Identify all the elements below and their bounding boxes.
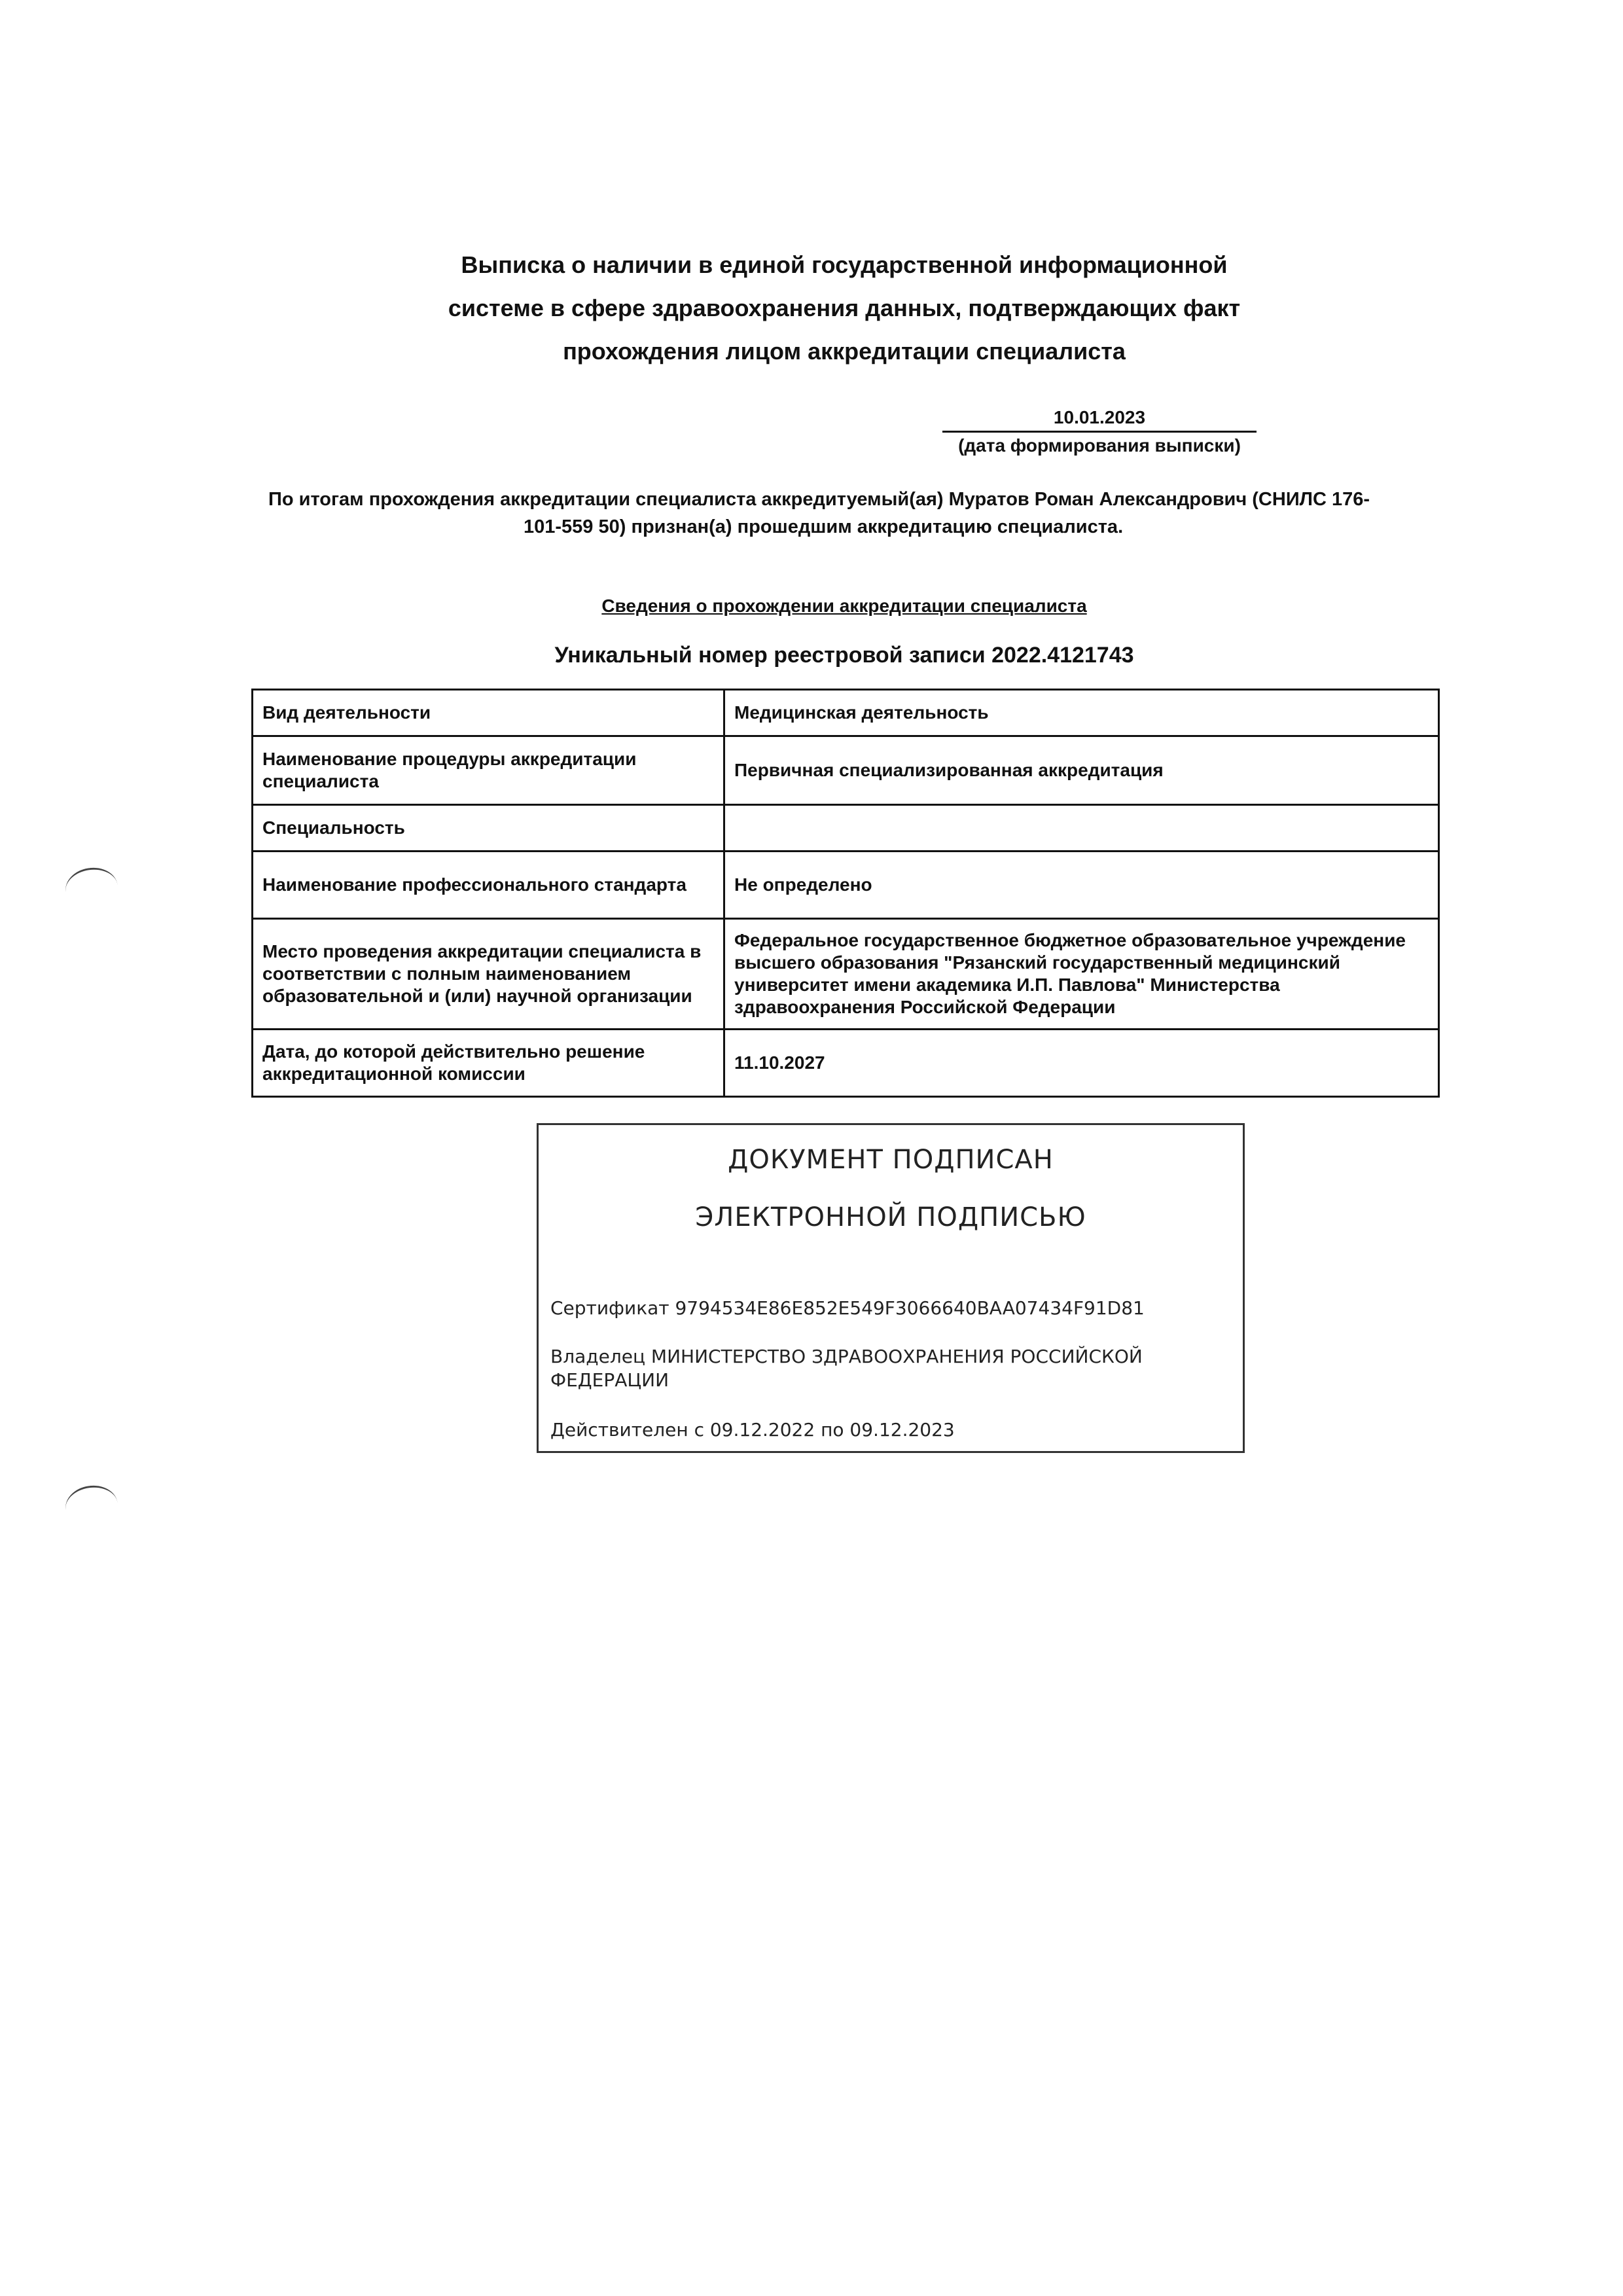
- title-line: Выписка о наличии в единой государственной информационной: [461, 251, 1228, 278]
- date-block: [942, 406, 1257, 459]
- title-line: прохождения лицом аккредитации специалиста: [563, 338, 1126, 365]
- intro-line: 101-559 50) признан(а) прошедшим аккредитацию специалиста.: [524, 516, 1124, 537]
- scan-margin-mark: [63, 865, 120, 913]
- row-label: Дата, до которой действительно решение аккредитационной комиссии: [253, 1030, 724, 1097]
- row-value: [724, 805, 1439, 852]
- row-label: Наименование процедуры аккредитации специалиста: [253, 736, 724, 805]
- table-row: [253, 690, 1439, 736]
- extract-date: 10.01.2023: [942, 406, 1257, 433]
- section-heading: Сведения о прохождении аккредитации специалиста: [601, 596, 1087, 616]
- registry-number: Уникальный номер реестровой записи 2022.4121743: [554, 643, 1134, 668]
- table-row: [253, 805, 1439, 852]
- intro-line: По итогам прохождения аккредитации специалиста аккредитуемый(ая) Муратов Роман Александрович (СНИЛС 176-: [268, 489, 1370, 510]
- title-line: системе в сфере здравоохранения данных, подтверждающих факт: [448, 295, 1241, 321]
- electronic-signature-stamp: [537, 1123, 1245, 1453]
- document-title: [366, 243, 1322, 373]
- table-row: [253, 852, 1439, 919]
- stamp-certificate: Сертификат 9794534E86E852E549F3066640BAA07434F91D81: [550, 1297, 1145, 1319]
- stamp-validity: Действителен с 09.12.2022 по 09.12.2023: [550, 1419, 955, 1441]
- row-value: Не определено: [724, 852, 1439, 919]
- row-value: Медицинская деятельность: [724, 690, 1439, 736]
- stamp-owner: Владелец МИНИСТЕРСТВО ЗДРАВООХРАНЕНИЯ РОССИЙСКОЙ ФЕДЕРАЦИИ: [550, 1346, 1143, 1391]
- row-value: Федеральное государственное бюджетное образовательное учреждение высшего образования "Рязанский государственный медицинский университет имени академика И.П. Павлова" Министерства здравоохранения Российской Федерации: [724, 919, 1439, 1030]
- table-row: [253, 1030, 1439, 1097]
- scan-margin-mark: [63, 1482, 120, 1531]
- table-row: [253, 919, 1439, 1030]
- table-row: [253, 736, 1439, 805]
- row-label: Специальность: [253, 805, 724, 852]
- row-label: Место проведения аккредитации специалиста в соответствии с полным наименованием образовательной и (или) научной организации: [253, 919, 724, 1030]
- intro-paragraph: [268, 486, 1433, 541]
- stamp-subtitle: ЭЛЕКТРОННОЙ ПОДПИСЬЮ: [695, 1202, 1086, 1232]
- extract-date-caption: (дата формирования выписки): [958, 435, 1241, 456]
- accreditation-table: [251, 689, 1440, 1098]
- stamp-title: ДОКУМЕНТ ПОДПИСАН: [728, 1145, 1054, 1175]
- row-label: Наименование профессионального стандарта: [253, 852, 724, 919]
- row-value: 11.10.2027: [724, 1030, 1439, 1097]
- row-value: Первичная специализированная аккредитация: [724, 736, 1439, 805]
- row-label: Вид деятельности: [253, 690, 724, 736]
